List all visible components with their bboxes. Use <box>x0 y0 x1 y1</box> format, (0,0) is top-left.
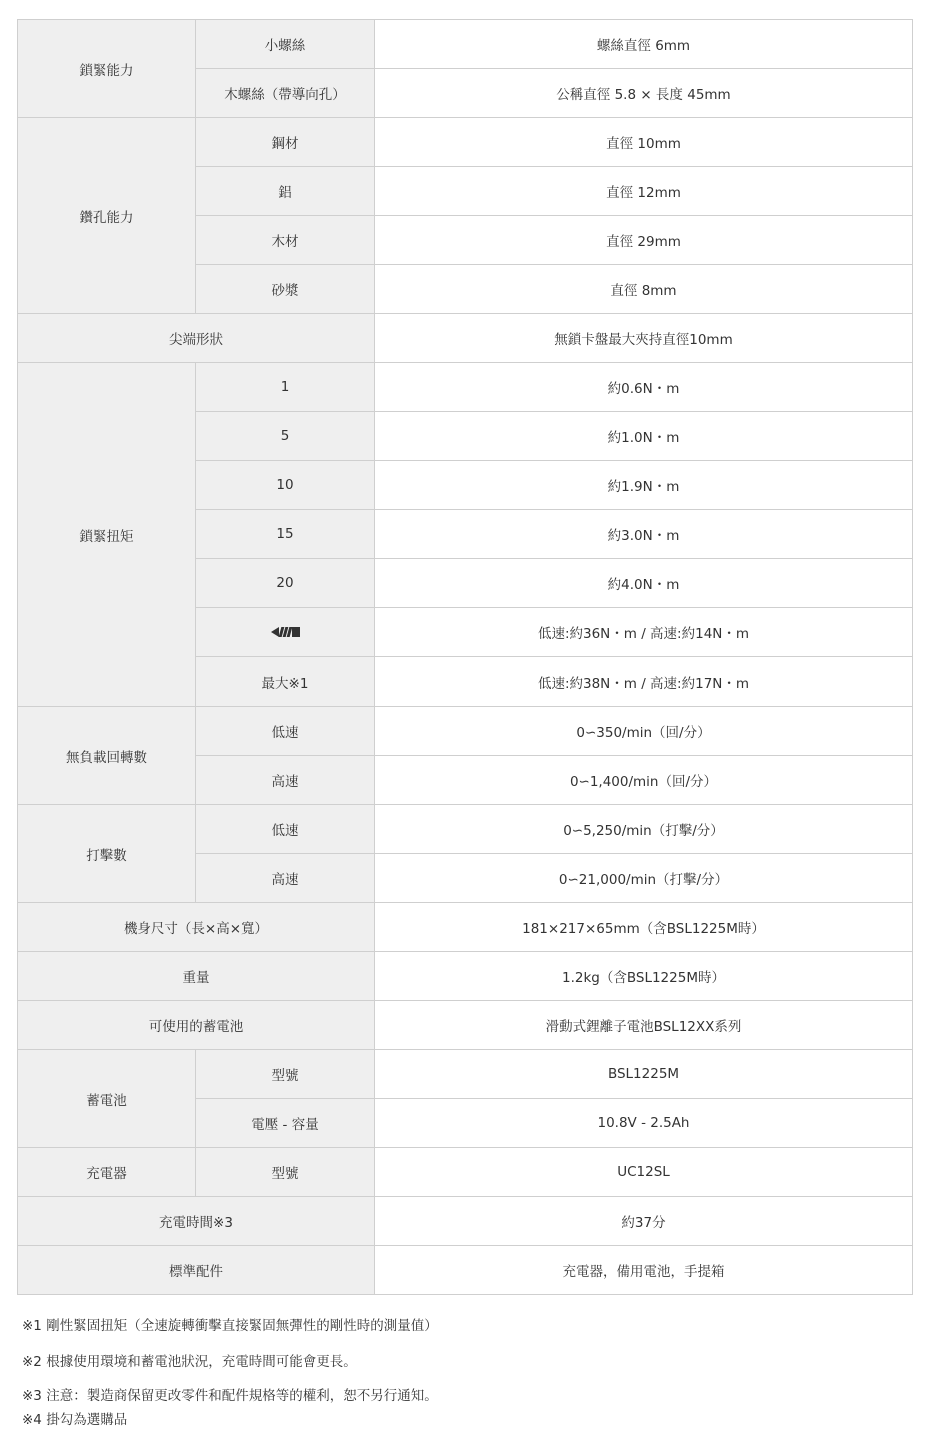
footnote: ※1 剛性緊固扭矩（全速旋轉衝擊直接緊固無彈性的剛性時的測量值） <box>22 1318 438 1334</box>
subcategory-cell: 1 <box>196 363 375 412</box>
category-cell: 蓄電池 <box>18 1050 196 1148</box>
value-cell: 約1.0N・m <box>375 412 913 461</box>
subcategory-cell: 木螺絲（帶導向孔） <box>196 69 375 118</box>
category-cell: 可使用的蓄電池 <box>18 1001 375 1050</box>
category-cell: 機身尺寸（長×高×寬） <box>18 903 375 952</box>
category-cell: 尖端形狀 <box>18 314 375 363</box>
subcategory-cell: 低速 <box>196 707 375 756</box>
value-cell: 螺絲直徑 6mm <box>375 20 913 69</box>
value-cell: 低速:約38N・m / 高速:約17N・m <box>375 657 913 707</box>
category-cell: 充電時間※3 <box>18 1197 375 1246</box>
table-row <box>18 1050 913 1099</box>
table-row <box>18 952 913 1001</box>
table-row <box>18 1246 913 1295</box>
value-cell: 0∽21,000/min（打擊/分） <box>375 854 913 903</box>
table-row <box>18 20 913 69</box>
value-cell: 直徑 29mm <box>375 216 913 265</box>
value-cell: 直徑 10mm <box>375 118 913 167</box>
value-cell: 滑動式鋰離子電池BSL12XX系列 <box>375 1001 913 1050</box>
subcategory-cell: 最大※1 <box>196 657 375 707</box>
value-cell: 0∽350/min（回/分） <box>375 707 913 756</box>
table-row <box>18 1197 913 1246</box>
subcategory-cell: 木材 <box>196 216 375 265</box>
subcategory-cell <box>196 608 375 657</box>
value-cell: 10.8V - 2.5Ah <box>375 1099 913 1148</box>
subcategory-cell: 20 <box>196 559 375 608</box>
category-cell: 無負載回轉數 <box>18 707 196 805</box>
value-cell: 181×217×65mm（含BSL1225M時） <box>375 903 913 952</box>
value-cell: 低速:約36N・m / 高速:約14N・m <box>375 608 913 657</box>
value-cell: 約4.0N・m <box>375 559 913 608</box>
value-cell: 無鎖卡盤最大夾持直徑10mm <box>375 314 913 363</box>
value-cell: 1.2kg（含BSL1225M時） <box>375 952 913 1001</box>
subcategory-cell: 鋁 <box>196 167 375 216</box>
footnote: ※3 注意：製造商保留更改零件和配件規格等的權利，恕不另行通知。 <box>22 1388 438 1404</box>
drill-mode-icon <box>271 627 300 637</box>
table-row <box>18 805 913 854</box>
category-cell: 打擊數 <box>18 805 196 903</box>
category-cell: 鑽孔能力 <box>18 118 196 314</box>
value-cell: 0∽5,250/min（打擊/分） <box>375 805 913 854</box>
table-row <box>18 363 913 412</box>
value-cell: 公稱直徑 5.8 × 長度 45mm <box>375 69 913 118</box>
footnote: ※2 根據使用環境和蓄電池狀況，充電時間可能會更長。 <box>22 1354 357 1370</box>
category-cell: 重量 <box>18 952 375 1001</box>
subcategory-cell: 砂漿 <box>196 265 375 314</box>
value-cell: 直徑 8mm <box>375 265 913 314</box>
subcategory-cell: 10 <box>196 461 375 510</box>
spec-table <box>17 19 913 1295</box>
table-row <box>18 707 913 756</box>
footnote: ※4 掛勾為選購品 <box>22 1412 128 1428</box>
category-cell: 鎖緊扭矩 <box>18 363 196 707</box>
table-row <box>18 1001 913 1050</box>
subcategory-cell: 電壓 - 容量 <box>196 1099 375 1148</box>
value-cell: 約3.0N・m <box>375 510 913 559</box>
subcategory-cell: 鋼材 <box>196 118 375 167</box>
subcategory-cell: 型號 <box>196 1050 375 1099</box>
category-cell: 鎖緊能力 <box>18 20 196 118</box>
category-cell: 充電器 <box>18 1148 196 1197</box>
value-cell: 約1.9N・m <box>375 461 913 510</box>
category-cell: 標準配件 <box>18 1246 375 1295</box>
table-row <box>18 1148 913 1197</box>
value-cell: 直徑 12mm <box>375 167 913 216</box>
subcategory-cell: 型號 <box>196 1148 375 1197</box>
value-cell: BSL1225M <box>375 1050 913 1099</box>
subcategory-cell: 高速 <box>196 756 375 805</box>
value-cell: 充電器，備用電池，手提箱 <box>375 1246 913 1295</box>
table-row <box>18 118 913 167</box>
value-cell: 0∽1,400/min（回/分） <box>375 756 913 805</box>
subcategory-cell: 高速 <box>196 854 375 903</box>
value-cell: UC12SL <box>375 1148 913 1197</box>
subcategory-cell: 15 <box>196 510 375 559</box>
table-row <box>18 314 913 363</box>
value-cell: 約0.6N・m <box>375 363 913 412</box>
table-row <box>18 903 913 952</box>
subcategory-cell: 低速 <box>196 805 375 854</box>
subcategory-cell: 5 <box>196 412 375 461</box>
value-cell: 約37分 <box>375 1197 913 1246</box>
subcategory-cell: 小螺絲 <box>196 20 375 69</box>
